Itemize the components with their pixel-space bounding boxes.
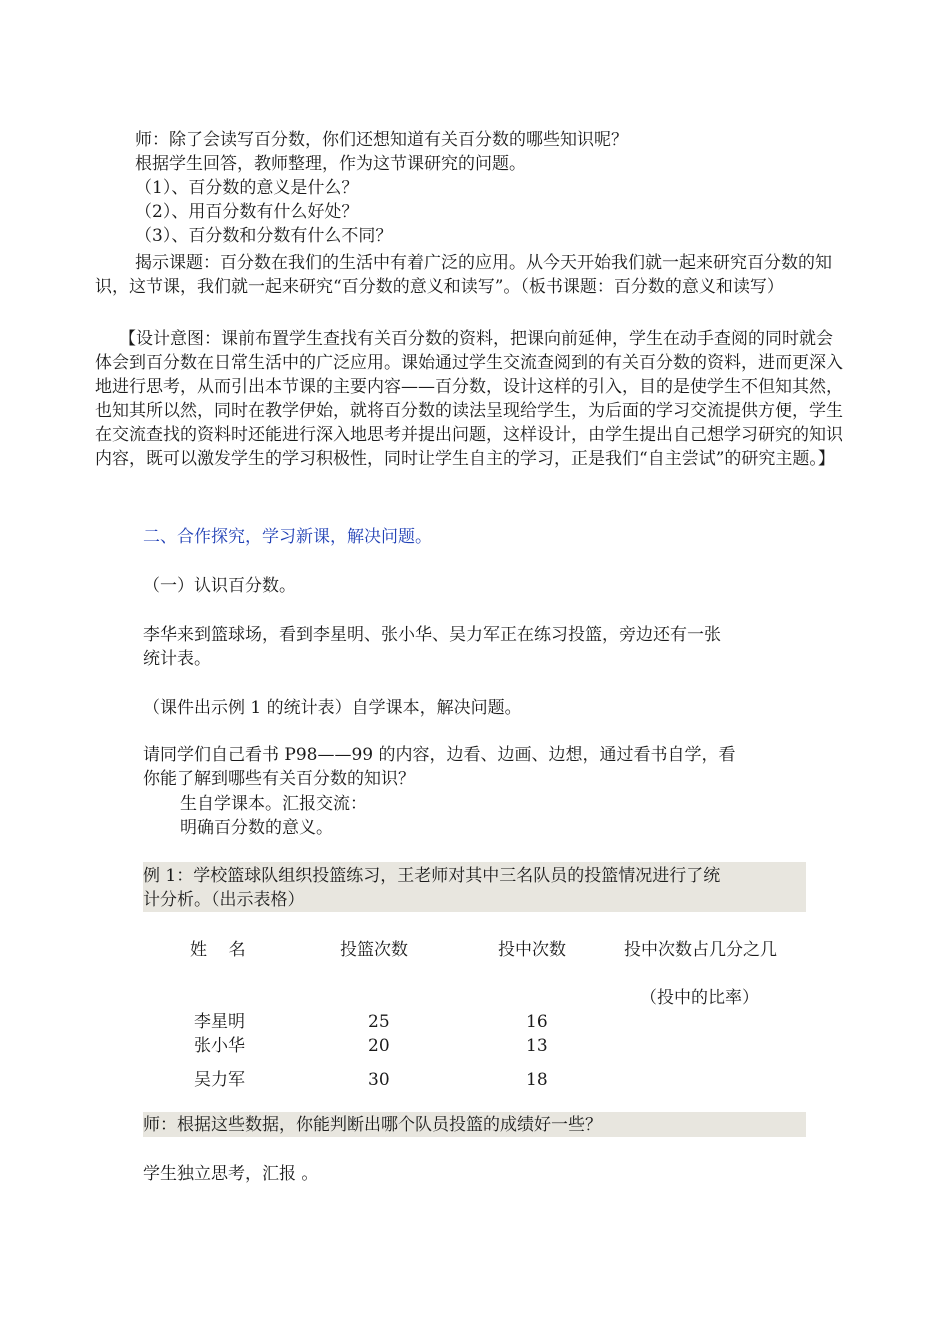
- header-shots: 投篮次数: [340, 940, 408, 960]
- row-2-hits: 13: [526, 1036, 548, 1056]
- header-name: 姓 名: [190, 940, 246, 960]
- row-2-name: 张小华: [194, 1036, 245, 1056]
- header-ratio-sub: （投中的比率）: [640, 988, 759, 1008]
- story-line-1: 李华来到篮球场，看到李星明、张小华、吴力军正在练习投篮，旁边还有一张: [143, 625, 721, 645]
- row-2-shots: 20: [368, 1036, 390, 1056]
- row-1-name: 李星明: [194, 1012, 245, 1032]
- row-3-name: 吴力军: [194, 1070, 245, 1090]
- example-line-2: 计分析。（出示表格）: [143, 890, 305, 910]
- student-answer: 学生独立思考，汇报 。: [143, 1164, 319, 1184]
- teacher-question: 师：除了会读写百分数，你们还想知道有关百分数的哪些知识呢？: [135, 130, 628, 150]
- row-1-shots: 25: [368, 1012, 390, 1032]
- topic-paragraph: 揭示课题：百分数在我们的生活中有着广泛的应用。从今天开始我们就一起来研究百分数的知识，这节课，我们就一起来研究“百分数的意义和读写”。（板书课题：百分数的意义和读写）: [95, 253, 832, 297]
- courseware-note: （课件出示例 1 的统计表）自学课本，解决问题。: [143, 698, 522, 718]
- reading-instruction-2: 你能了解到哪些有关百分数的知识？: [143, 769, 415, 789]
- row-3-shots: 30: [368, 1070, 390, 1090]
- reading-instruction-1: 请同学们自己看书 P98——99 的内容，边看、边画、边想，通过看书自学，看: [143, 745, 736, 765]
- section-heading: 二、合作探究，学习新课，解决问题。: [143, 527, 432, 547]
- question-1: （1）、百分数的意义是什么？: [135, 178, 359, 198]
- subsection-heading: （一）认识百分数。: [143, 576, 296, 596]
- teacher-note: 根据学生回答，教师整理，作为这节课研究的问题。: [135, 154, 526, 174]
- story-line-2: 统计表。: [143, 649, 211, 669]
- row-1-hits: 16: [526, 1012, 548, 1032]
- example-line-1: 例 1：学校篮球队组织投篮练习，王老师对其中三名队员的投篮情况进行了统: [143, 866, 721, 886]
- header-ratio: 投中次数占几分之几: [624, 940, 777, 960]
- header-hits: 投中次数: [498, 940, 566, 960]
- question-3: （3）、百分数和分数有什么不同？: [135, 226, 393, 246]
- self-study-note: 生自学课本。汇报交流：: [180, 794, 367, 814]
- teacher-data-question: 师：根据这些数据，你能判断出哪个队员投篮的成绩好一些？: [143, 1115, 602, 1135]
- question-2: （2）、用百分数有什么好处？: [135, 202, 359, 222]
- row-3-hits: 18: [526, 1070, 548, 1090]
- design-intent-paragraph: 【设计意图：课前布置学生查找有关百分数的资料，把课向前延伸，学生在动手查阅的同时就会体会到百分数在日常生活中的广泛应用。课始通过学生交流查阅到的有关百分数的资料，进而更深入地进行思考，从而引出本节课的主要内容——百分数，设计这样的引入，目的是使学生不但知其然，也知其所以然，同时在教学伊始，就将百分数的读法呈现给学生，为后面的学习交流提供方便，学生在交流查找的资料时还能进行深入地思考并提出问题，这样设计，由学生提出自己想学习研究的知识内容，既可以激发学生的学习积极性，同时让学生自主的学习，正是我们“自主尝试”的研究主题。】: [95, 329, 843, 469]
- meaning-note: 明确百分数的意义。: [180, 818, 333, 838]
